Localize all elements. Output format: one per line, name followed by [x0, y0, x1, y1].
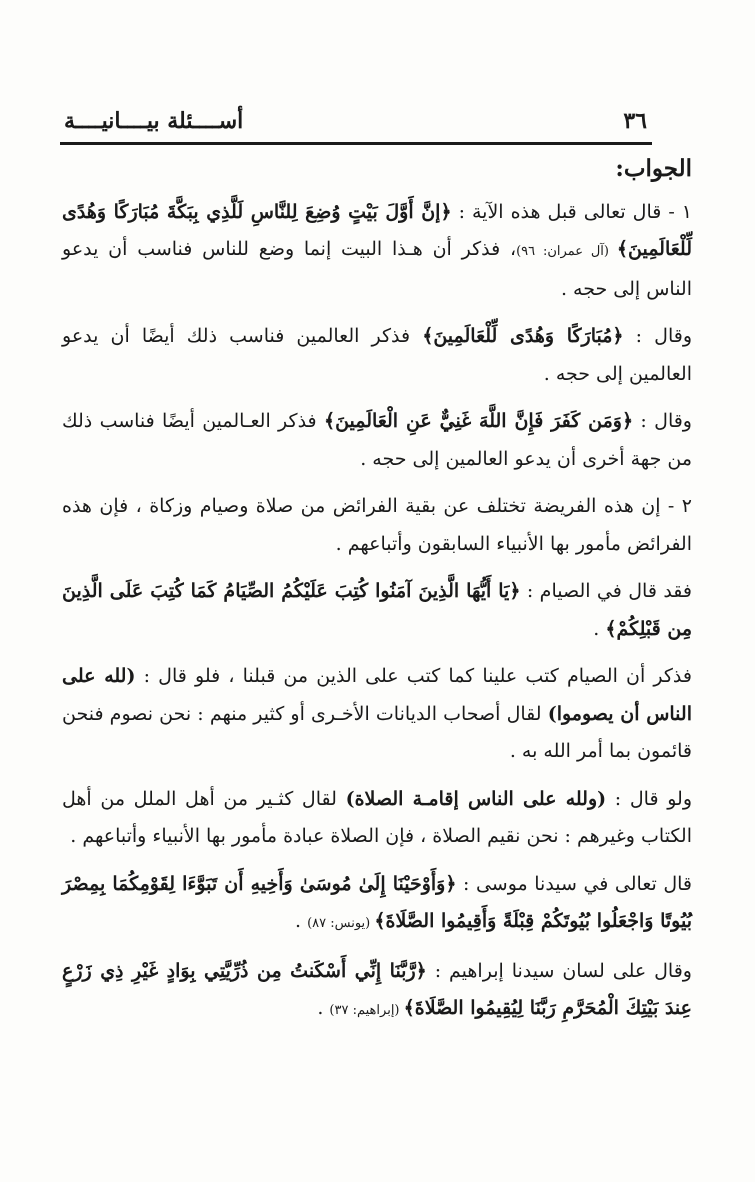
quoted-phrase: (لله على الناس أن يصوموا) — [62, 665, 692, 725]
paragraph-9 — [62, 953, 692, 1030]
body-text — [62, 150, 692, 1040]
paragraph-tail: لقال أصحاب الديانات الأخـرى أو كثير منهم : نحن نصوم فنحن قائمون بما أمر الله به . — [62, 702, 692, 762]
paragraph-tail: لقال كثـير من أهل الملل من أهل الكتاب وغيرهم : نحن نقيم الصلاة ، فإن الصلاة عبادة مأمور بها الأنبياء وأتباعهم . — [62, 787, 692, 847]
verse-reference: (يونس: ٨٧) — [307, 916, 375, 931]
verse-reference: (آل عمران: ٩٦) — [516, 244, 617, 259]
quran-verse: ﴿وَمَن كَفَرَ فَإِنَّ اللَّهَ غَنِيٌّ عَنِ الْعَالَمِينَ﴾ — [323, 410, 634, 432]
quoted-phrase: (ولله على الناس إقامـة الصلاة) — [345, 787, 607, 810]
paragraph-6 — [62, 658, 692, 771]
paragraph-lead: وقال على لسان سيدنا إبراهيم : — [426, 959, 692, 982]
paragraph-lead: فقد قال في الصيام : — [520, 580, 692, 602]
paragraph-tail: فذكر العـالمين أيضًا فناسب ذلك من جهة أخرى أن يدعو العالمين إلى حجه . — [62, 410, 692, 470]
quran-verse: ﴿مُبَارَكًا وَهُدًى لِّلْعَالَمِينَ﴾ — [422, 325, 624, 347]
paragraph-4 — [62, 488, 692, 563]
paragraph-lead: وقال : — [633, 410, 692, 432]
quran-verse: ﴿رَّبَّنَا إِنِّي أَسْكَنتُ مِن ذُرِّيَّتِي بِوَادٍ غَيْرِ ذِي زَرْعٍ عِندَ بَيْتِكَ الْمُحَرَّمِ رَبَّنَا لِيُقِيمُوا الصَّلَاةَ﴾ — [62, 959, 692, 1019]
answer-heading: الجواب: — [615, 155, 692, 182]
quran-verse: ﴿يَا أَيُّهَا الَّذِينَ آمَنُوا كُتِبَ عَلَيْكُمُ الصِّيَامُ كَمَا كُتِبَ عَلَى الَّذِينَ مِن قَبْلِكُمْ﴾ — [62, 580, 692, 640]
book-title: أســــئلة بيــــانيــــة — [64, 108, 244, 134]
page-number: ٣٦ — [623, 108, 647, 134]
paragraph-tail: . — [317, 997, 330, 1019]
paragraph-7 — [62, 781, 692, 856]
paragraph-5 — [62, 573, 692, 648]
paragraph-tail: . — [593, 617, 606, 640]
paragraph-tail: . — [294, 910, 308, 932]
paragraph-tail: فذكر العالمين فناسب ذلك أيضًا أن يدعو العالمين إلى حجه . — [62, 325, 692, 385]
paragraph-8 — [62, 866, 692, 943]
paragraph-3 — [62, 403, 692, 478]
paragraph-lead: فذكر أن الصيام كتب علينا كما كتب على الذين من قبلنا ، فلو قال : — [135, 665, 692, 687]
quran-verse: ﴿إنَّ أَوَّلَ بَيْتٍ وُضِعَ لِلنَّاسِ لَلَّذِي بِبَكَّةَ مُبَارَكًا وَهُدًى لِّلْعَالَمِينَ﴾ — [62, 200, 692, 260]
verse-reference: (إبراهيم: ٣٧) — [329, 1003, 404, 1018]
paragraph-tail: ، فذكر أن هـذا البيت إنما وضع للناس فناسب أن يدعو الناس إلى حجه . — [62, 238, 692, 300]
page-header — [64, 108, 647, 134]
paragraph-lead: ٢ - إن هذه الفريضة تختلف عن بقية الفرائض من صلاة وصيام وزكاة ، فإن هذه الفرائض مأمور بها الأنبياء السابقون وأتباعهم . — [62, 495, 692, 555]
paragraph-2 — [62, 318, 692, 393]
header-rule — [60, 142, 652, 145]
paragraph-lead: ١ - قال تعالى قبل هذه الآية : — [451, 200, 692, 223]
paragraph-lead: قال تعالى في سيدنا موسى : — [456, 872, 693, 895]
paragraph-lead: ولو قال : — [606, 787, 692, 810]
paragraph-1 — [62, 194, 692, 309]
quran-verse: ﴿وَأَوْحَيْنَا إِلَىٰ مُوسَىٰ وَأَخِيهِ أَن تَبَوَّءَا لِقَوْمِكُمَا بِمِصْرَ بُيُوتًا وَاجْعَلُوا بُيُوتَكُمْ قِبْلَةً وَأَقِيمُوا الصَّلَاةَ﴾ — [62, 872, 692, 932]
paragraph-lead: وقال : — [623, 325, 693, 347]
